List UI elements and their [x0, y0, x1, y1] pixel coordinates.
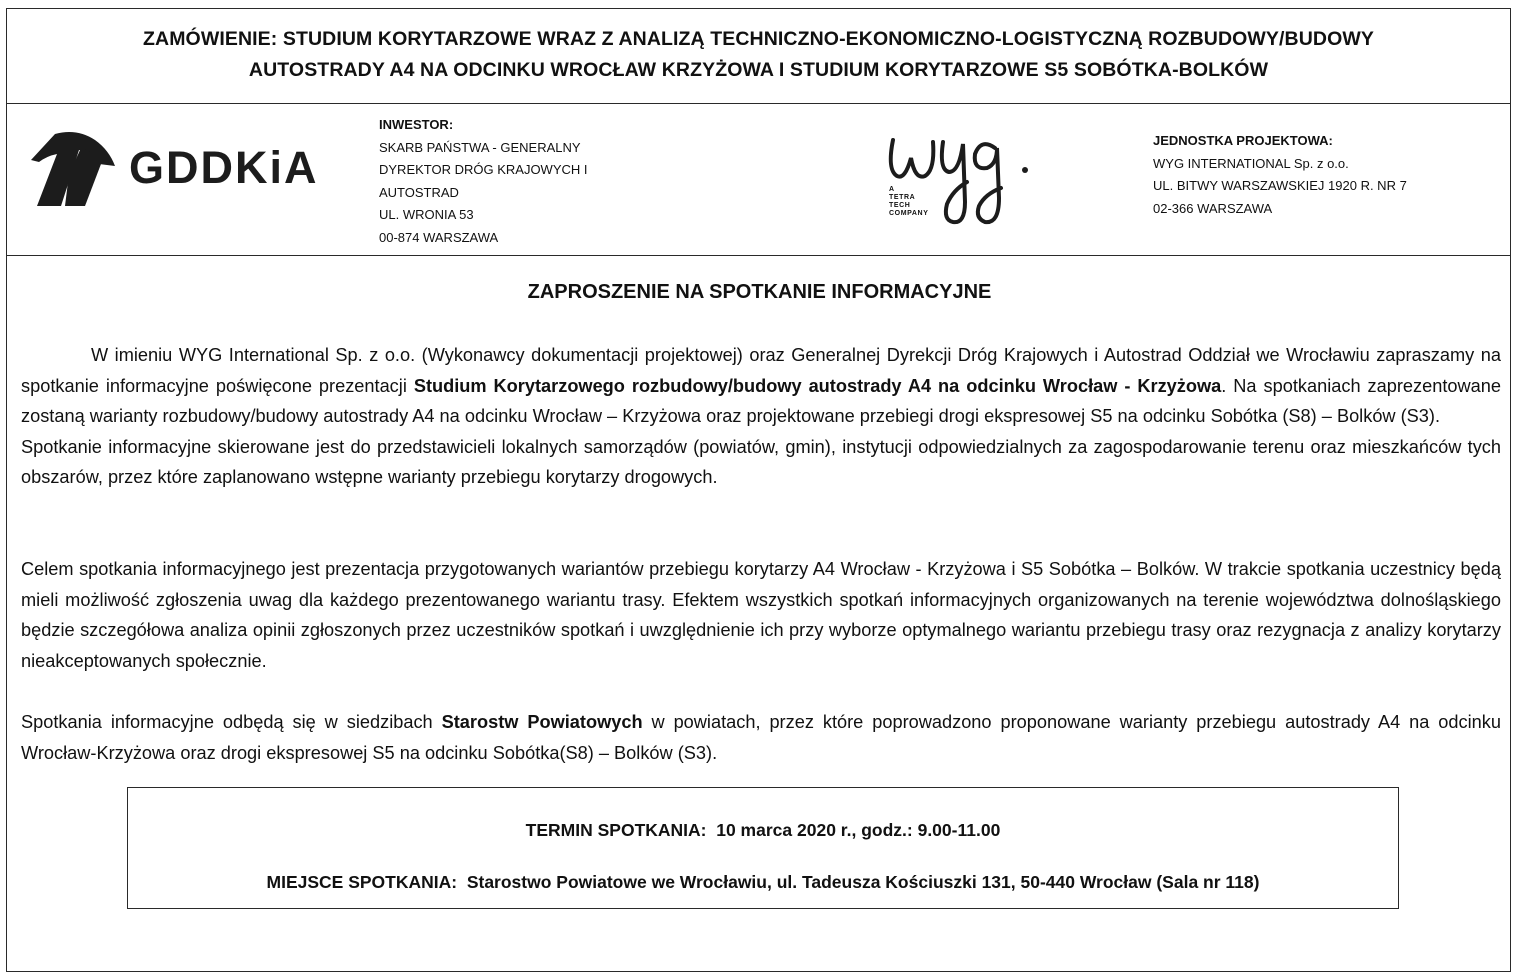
designer-heading: JEDNOSTKA PROJEKTOWA: — [1153, 133, 1333, 148]
designer-line: WYG INTERNATIONAL Sp. z o.o. — [1153, 155, 1349, 171]
paragraph-audience: Spotkanie informacyjne skierowane jest do przedstawicieli lokalnych samorządów (powiatów, gmin), instytucji odpowiedzialnych za zagospodarowanie terenu oraz mieszkańców tych obszarów, przez które zaplanowano wstępne warianty przebiegu korytarzy drogowych. — [21, 436, 1501, 487]
order-line-2: AUTOSTRADY A4 NA ODCINKU WROCŁAW KRZYŻOWA I STUDIUM KORYTARZOWE S5 SOBÓTKA-BOLKÓW — [248, 59, 1269, 81]
paragraph-purpose: Celem spotkania informacyjnego jest prezentacja przygotowanych wariantów przebiegu korytarzy A4 Wrocław - Krzyżowa i S5 Sobótka – Bolków. W trakcie spotkania uczestnicy będą mieli możliwość zgłoszenia uwag dla każdego prezentowanego wariantu trasy. Efektem wszystkich spotkań informacyjnych organizowanych na terenie województwa dolnośląskiego będzie szczegółowa analiza opinii zgłoszonych przez uczestników spotkań i uwzględnienie ich przy wyborze optymalnego wariantu przebiegu trasy oraz rezygnacja z analizy korytarzy nieakceptowanych społecznie. — [21, 559, 1501, 671]
wyg-tagline: A TETRA TECH COMPANY — [889, 186, 929, 217]
invitation-document — [6, 8, 1511, 972]
meeting-place — [128, 872, 1398, 893]
gddkia-logo-icon — [25, 130, 121, 206]
designer-line: UL. BITWY WARSZAWSKIEJ 1920 R. NR 7 — [1153, 178, 1407, 193]
investor-line: SKARB PAŃSTWA - GENERALNY — [379, 139, 581, 155]
meeting-date — [128, 820, 1398, 841]
investor-line: AUTOSTRAD — [379, 184, 459, 200]
paragraph-intro: W imieniu WYG International Sp. z o.o. (Wykonawcy dokumentacji projektowej) oraz Generalnej Dyrekcji Dróg Krajowych i Autostrad Oddział we Wrocławiu zapraszamy na spotkanie informacyjne poświęcone prezentacji Studium Korytarzowego rozbudowy/budowy autostrady A4 na odcinku Wrocław - Krzyżowa. Na spotkaniach zaprezentowane zostaną warianty rozbudowy/budowy autostrady A4 na odcinku Wrocław – Krzyżowa oraz projektowane przebiegi drogi ekspresowej S5 na odcinku Sobótka (S8) – Bolków (S3). Spotkanie informacyjne skierowane jest do przedstawicieli lokalnych samorządów (powiatów, gmin), instytucji odpowiedzialnych za zagospodarowanie terenu oraz mieszkańców tych obszarów, przez które zaplanowano wstępne warianty przebiegu korytarzy drogowych. — [21, 345, 1501, 487]
order-header — [7, 9, 1510, 104]
order-line-1: ZAMÓWIENIE: STUDIUM KORYTARZOWE WRAZ Z ANALIZĄ TECHNICZNO-EKONOMICZNO-LOGISTYCZNĄ ROZBUDOWY/BUDOWY — [143, 28, 1374, 50]
investor-logo — [25, 130, 355, 206]
gddkia-wordmark: GDDKiA — [129, 142, 319, 193]
invitation-title: ZAPROSZENIE NA SPOTKANIE INFORMACYJNE — [527, 281, 992, 303]
investor-line: DYREKTOR DRÓG KRAJOWYCH I — [379, 162, 588, 177]
paragraph-venues: Spotkania informacyjne odbędą się w siedzibach Starostw Powiatowych w powiatach, przez które poprowadzono proponowane warianty przebiegu autostrady A4 na odcinku Wrocław-Krzyżowa oraz drogi ekspresowej S5 na odcinku Sobótka(S8) – Bolków (S3). — [21, 712, 1501, 763]
investor-line: 00-874 WARSZAWA — [379, 229, 499, 245]
parties-row — [7, 104, 1510, 256]
meeting-details-box — [127, 787, 1399, 909]
designer-block — [1153, 130, 1407, 220]
meeting-place-label: MIEJSCE SPOTKANIA: — [266, 872, 458, 892]
meeting-date-label: TERMIN SPOTKANIA: — [525, 820, 707, 840]
designer-line: 02-366 WARSZAWA — [1153, 200, 1273, 216]
meeting-place-value: Starostwo Powiatowe we Wrocławiu, ul. Tadeusza Kościuszki 131, 50-440 Wrocław (Sala nr 118) — [466, 872, 1260, 892]
meeting-date-value: 10 marca 2020 r., godz.: 9.00-11.00 — [716, 820, 1001, 840]
investor-heading: INWESTOR: — [379, 117, 454, 132]
venue-type: Starostw Powiatowych — [441, 712, 643, 732]
investor-line: UL. WRONIA 53 — [379, 207, 474, 222]
investor-block — [379, 114, 588, 249]
designer-logo — [883, 118, 1039, 228]
study-name: Studium Korytarzowego rozbudowy/budowy autostrady A4 na odcinku Wrocław - Krzyżowa — [413, 375, 1222, 396]
